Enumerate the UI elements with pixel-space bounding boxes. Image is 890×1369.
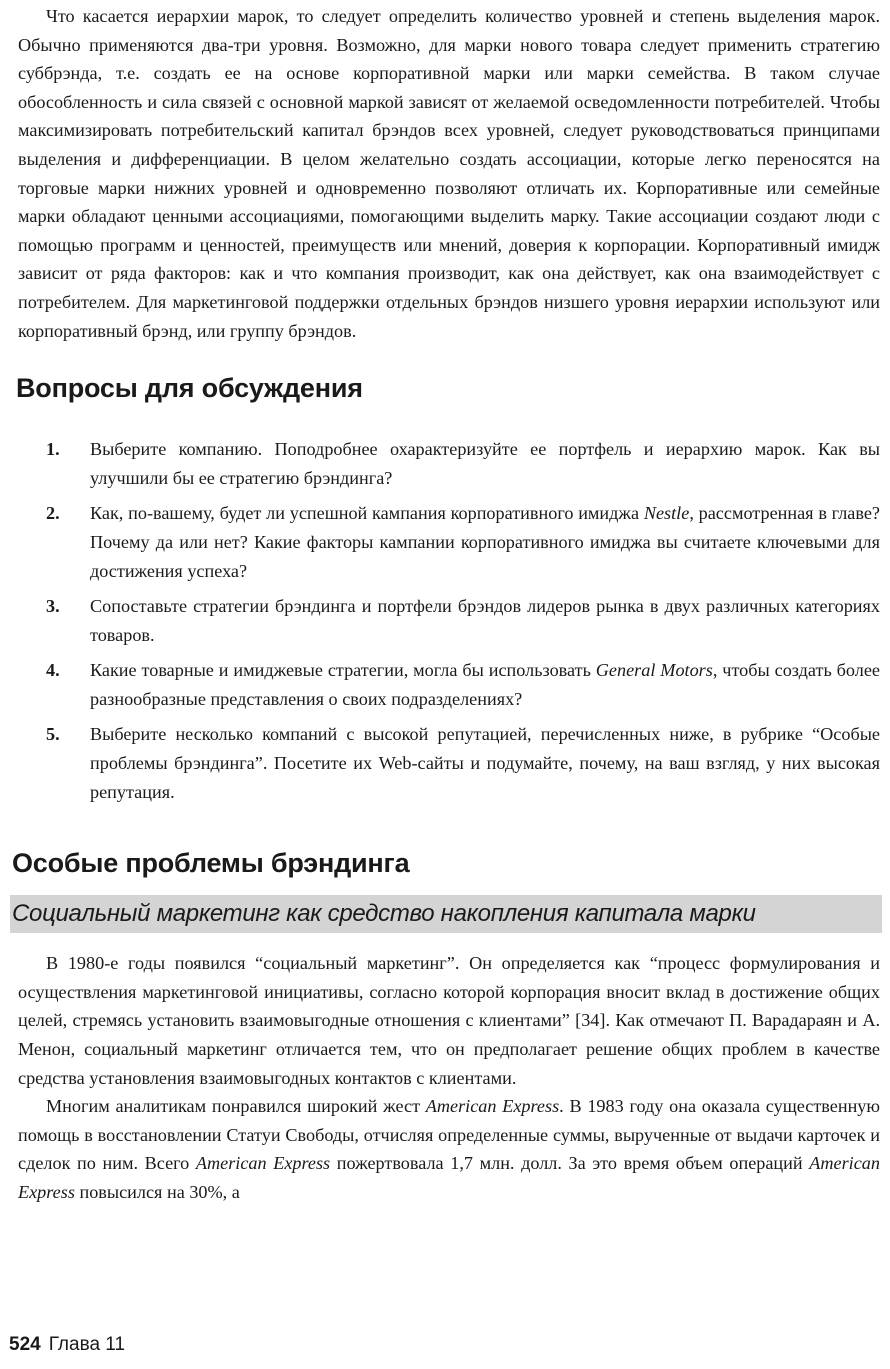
page-content (12, 2, 880, 1207)
text-run: пожертвовала 1,7 млн. долл. За это время объем операций (330, 1153, 810, 1174)
question-text: Какие товарные и имиджевые стратегии, могла бы использовать (90, 660, 596, 681)
company-name: American Express (18, 1153, 880, 1202)
question-number: 5. (46, 724, 60, 745)
question-item (18, 435, 880, 492)
question-item (18, 720, 880, 806)
question-text: Как, по-вашему, будет ли успешной кампания корпоративного имиджа (90, 503, 644, 524)
company-name: General Motors (595, 660, 713, 681)
question-number: 1. (46, 439, 60, 460)
question-text: , рассмотренная в главе? Почему да или нет? Какие факторы кампании корпоративного имиджа вы считаете ключевыми для достижения успеха? (90, 503, 880, 581)
question-text: , чтобы создать более разнообразные представления о своих подразделениях? (90, 660, 880, 709)
question-text: Выберите компанию. Поподробнее охарактеризуйте ее портфель и иерархию марок. Как вы улучшили бы ее стратегию брэндинга? (90, 439, 880, 488)
company-name: American Express (195, 1153, 331, 1174)
question-number: 3. (46, 596, 60, 617)
body-paragraph: В 1980-е годы появился “социальный маркетинг”. Он определяется как “процесс формулирования и осуществления маркетинговой инициативы, согласно которой корпорация вносит вклад в достижение общих целей, стремясь установить взаимовыгодные отношения с клиентами” [34]. Как отмечают П. Варадараян и А. Менон, социальный маркетинг отличается тем, что он предполагает решение общих проблем в качестве средства установления взаимовыгодных контактов с клиентами. (18, 953, 880, 1088)
text-run: повысился на 30%, а (74, 1182, 240, 1202)
text-run: Многим аналитикам понравился широкий жест (46, 1096, 426, 1117)
page-footer (9, 1332, 125, 1358)
body-paragraph (18, 1092, 880, 1206)
question-item (18, 656, 880, 713)
intro-paragraph: Что касается иерархии марок, то следует определить количество уровней и степень выделения марок. Обычно применяются два-три уровня. Возможно, для марки нового товара следует применить стратегию суббрэнда, т.е. создать ее на основе корпоративной марки или марки семейства. В таком случае обособленность и сила связей с основной маркой зависят от желаемой осведомленности потребителей. Чтобы максимизировать потребительский капитал брэндов всех уровней, следует руководствоваться принципами выделения и дифференциации. В целом желательно создать ассоциации, которые легко переносятся на торговые марки нижних уровней и одновременно позволяют отличать их. Корпоративные или семейные марки обладают ценными ассоциациями, помогающими выделить марку. Такие ассоциации создают люди с помощью программ и ценностей, преимуществ или мнений, доверия к корпорации. Корпоративный имидж зависит от ряда факторов: как и что компания производит, как она действует, как она взаимодействует с потребителем. Для маркетинговой поддержки отдельных брэндов низшего уровня иерархии используют или корпоративный брэнд, или группу брэндов. (18, 6, 880, 341)
question-item (18, 499, 880, 585)
questions-list (18, 435, 880, 806)
text-run: . В 1983 году она оказала существенную помощь в восстановлении Статуи Свободы, отчисляя определенные суммы, вырученные от выдачи карточек и сделок по ним. Всего (18, 1096, 880, 1174)
company-name: Nestle (643, 503, 690, 524)
question-text: Сопоставьте стратегии брэндинга и портфели брэндов лидеров рынка в двух различных категориях товаров. (90, 596, 880, 645)
page-number: 524 (9, 1334, 41, 1355)
question-text: Выберите несколько компаний с высокой репутацией, перечисленных ниже, в рубрике “Особые проблемы брэндинга”. Посетите их Web-сайты и подумайте, почему, на ваш взгляд, у них высокая репутация. (90, 724, 880, 802)
question-number: 4. (46, 660, 60, 681)
chapter-label: Глава 11 (48, 1334, 126, 1355)
subsection-heading: Социальный маркетинг как средство накопления капитала марки (10, 895, 882, 933)
company-name: American Express (425, 1096, 560, 1117)
special-section-text (18, 949, 880, 1206)
question-number: 2. (46, 503, 60, 524)
question-item (18, 592, 880, 649)
section-heading-special: Особые проблемы брэндинга (12, 848, 410, 879)
section-heading-questions: Вопросы для обсуждения (16, 373, 363, 404)
